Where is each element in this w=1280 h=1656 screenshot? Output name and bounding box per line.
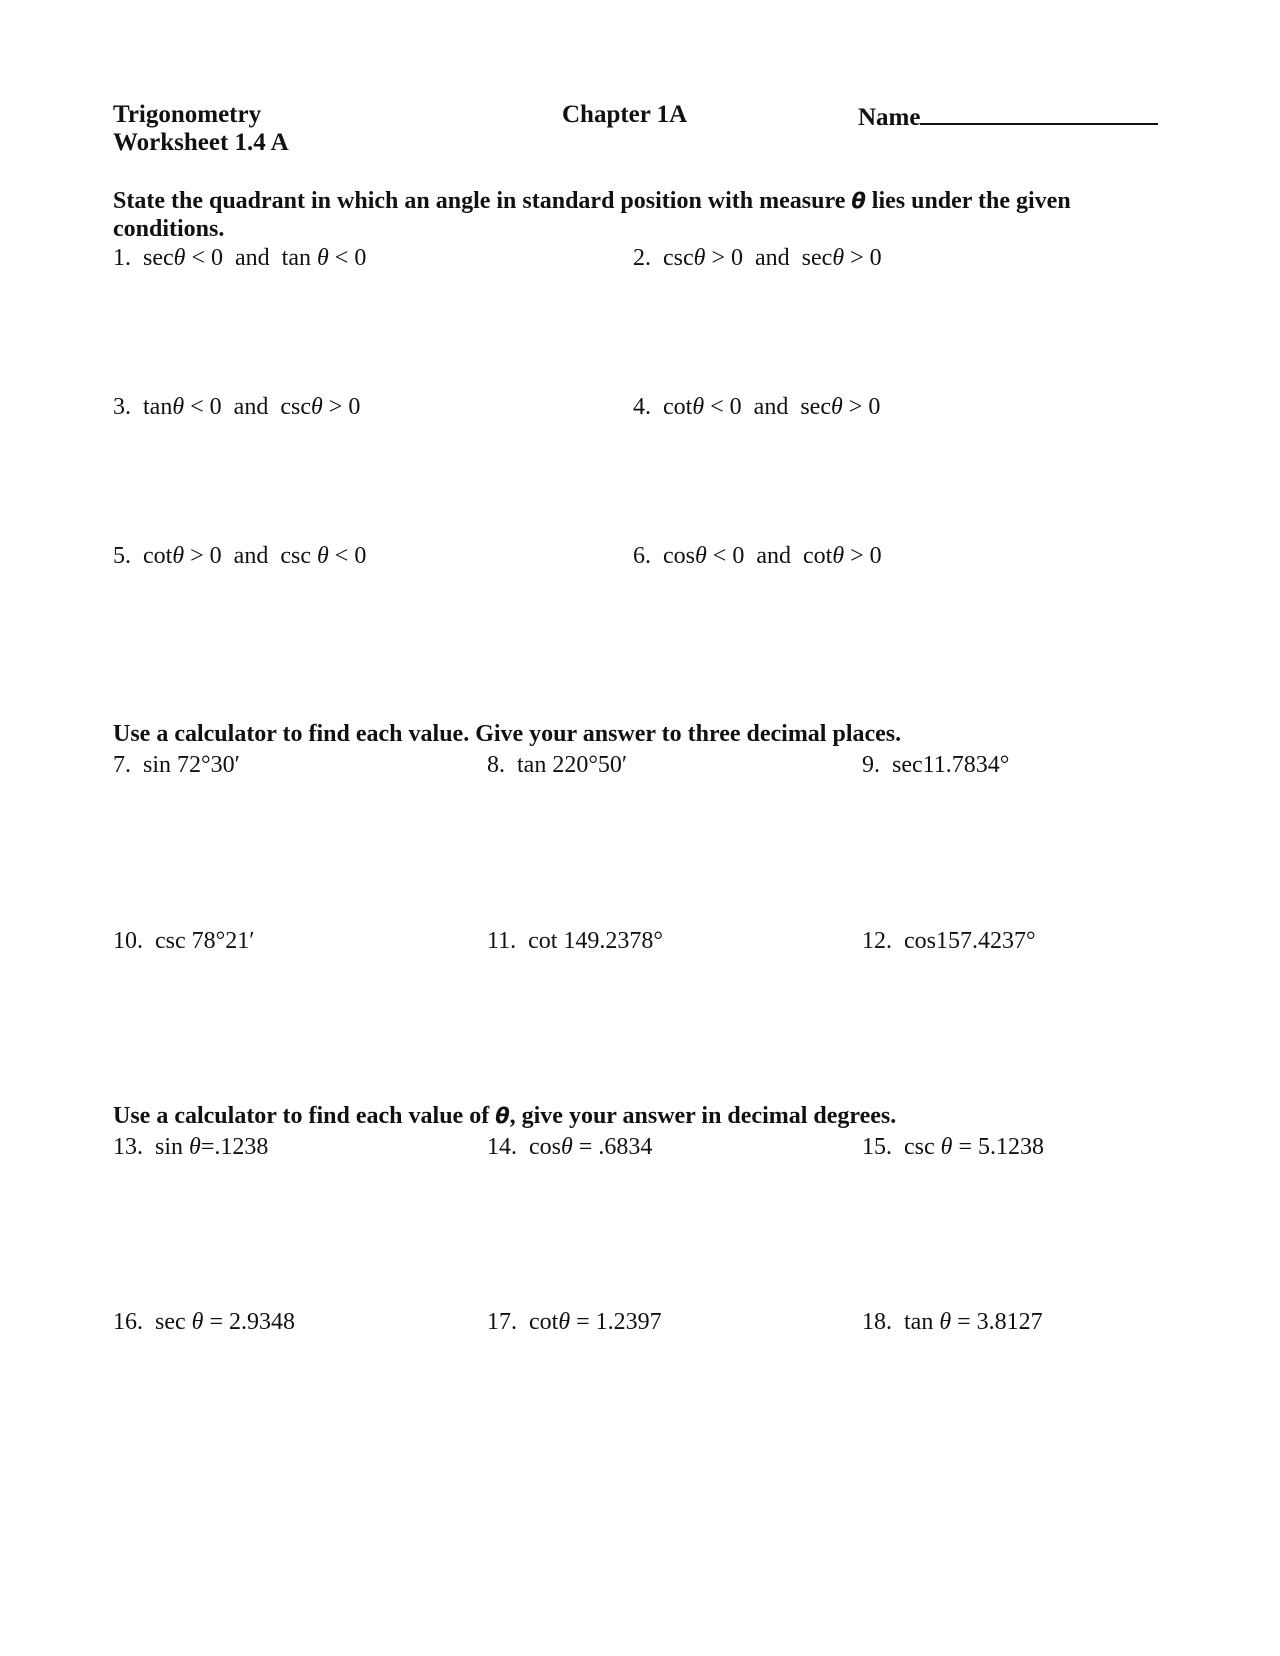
theta-symbol: θ [851, 189, 866, 213]
problem-18: 18. tan θ = 3.8127 [862, 1309, 1043, 1335]
problem-10: 10. csc 78°21′ [113, 928, 255, 954]
section1-instruction-text-end: lies under the given [871, 188, 1071, 214]
problem-17: 17. cotθ = 1.2397 [487, 1309, 662, 1335]
problem-3: 3. tanθ < 0 and cscθ > 0 [113, 394, 361, 420]
problem-11: 11. cot 149.2378° [487, 928, 664, 954]
problem-13: 13. sin θ=.1238 [113, 1134, 269, 1160]
section3-instruction-text: Use a calculator to find each value of [113, 1103, 490, 1129]
chapter-label: Chapter 1A [562, 101, 688, 128]
problem-8: 8. tan 220°50′ [487, 752, 628, 778]
section3-instruction [113, 1102, 896, 1130]
section3-instruction-text-end: , give your answer in decimal degrees. [509, 1103, 897, 1129]
section2-instruction: Use a calculator to find each value. Give your answer to three decimal places. [113, 721, 902, 747]
problem-12: 12. cos157.4237° [862, 928, 1036, 954]
problem-2: 2. cscθ > 0 and secθ > 0 [633, 245, 882, 271]
problem-16: 16. sec θ = 2.9348 [113, 1309, 295, 1335]
problem-7: 7. sin 72°30′ [113, 752, 240, 778]
course-title: Trigonometry [113, 101, 262, 128]
worksheet-title: Worksheet 1.4 A [113, 129, 289, 156]
problem-1: 1. secθ < 0 and tan θ < 0 [113, 245, 367, 271]
name-label: Name [858, 104, 921, 131]
problem-15: 15. csc θ = 5.1238 [862, 1134, 1044, 1160]
name-field[interactable] [858, 101, 1158, 132]
section1-instruction [113, 187, 1071, 215]
section1-instruction-text: State the quadrant in which an angle in standard position with measure [113, 188, 846, 214]
problem-14: 14. cosθ = .6834 [487, 1134, 653, 1160]
problem-5: 5. cotθ > 0 and csc θ < 0 [113, 543, 367, 569]
section1-instruction-line2: conditions. [113, 216, 225, 242]
name-blank-line[interactable] [920, 101, 1158, 125]
problem-6: 6. cosθ < 0 and cotθ > 0 [633, 543, 882, 569]
problem-9: 9. sec11.7834° [862, 752, 1010, 778]
problem-4: 4. cotθ < 0 and secθ > 0 [633, 394, 881, 420]
theta-symbol: θ [495, 1104, 510, 1128]
